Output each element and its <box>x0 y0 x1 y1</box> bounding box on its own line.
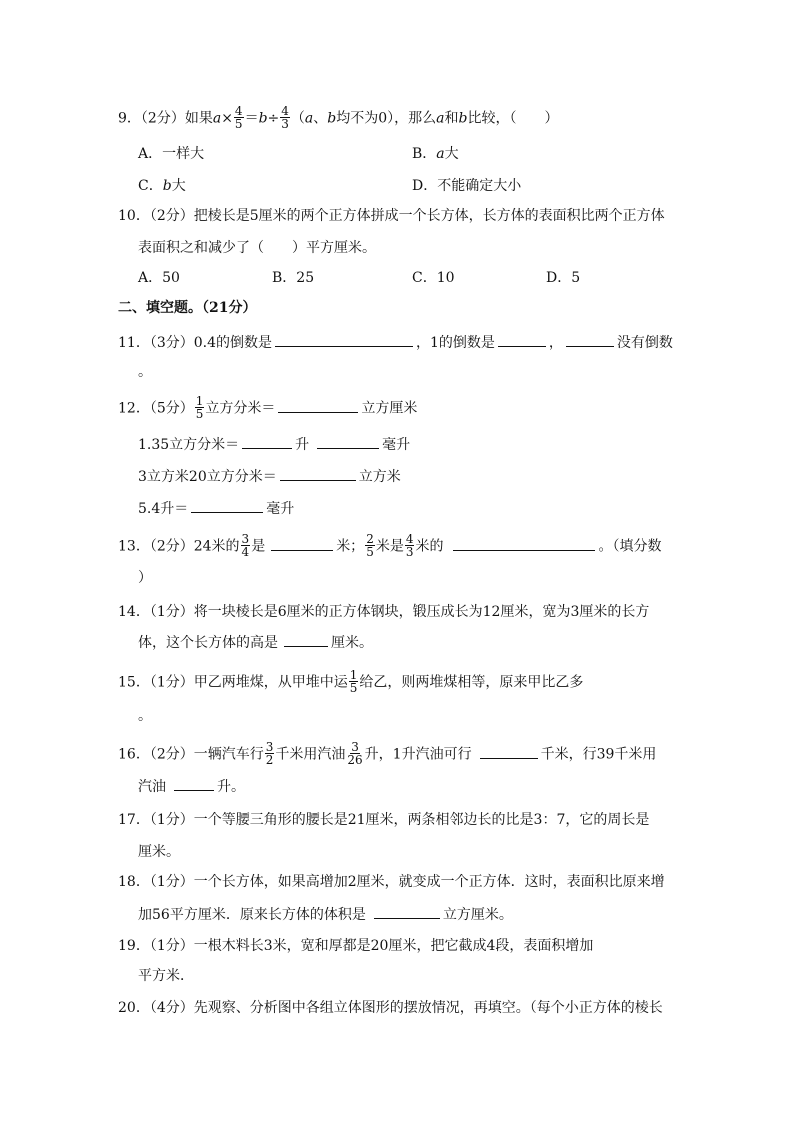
fraction-1-5 <box>349 669 359 694</box>
q18-text: 加56平方厘米．原来长方体的体积是 <box>138 907 366 923</box>
var-a: a <box>212 110 222 127</box>
answer-blank[interactable] <box>498 332 546 347</box>
q18-line2 <box>138 904 513 925</box>
q10-option-b[interactable]: B．25 <box>272 270 315 286</box>
q18-line1: 18．（1分）一个长方体，如果高增加2厘米，就变成一个正方体．这时，表面积比原来增 <box>118 874 665 890</box>
q9-option-c[interactable] <box>138 176 186 196</box>
fraction-3-4 <box>241 533 251 558</box>
answer-blank[interactable] <box>275 332 413 347</box>
q11-text: ，1的倒数是 <box>416 335 495 351</box>
denominator: 3 <box>281 117 289 131</box>
q20-line1: 20．（4分）先观察、分析图中各组立体图形的摆放情况，再填空。（每个小正方体的棱长 <box>118 1000 663 1016</box>
option-text: 大 <box>444 146 459 162</box>
answer-blank[interactable] <box>453 536 595 551</box>
condition-text: 均不为0），那么 <box>336 110 437 127</box>
answer-blank[interactable] <box>271 536 333 551</box>
numerator: 3 <box>241 532 250 546</box>
q12-text: 5.4升＝ <box>138 501 189 517</box>
answer-blank[interactable] <box>174 776 214 791</box>
and-text: 和 <box>444 110 459 127</box>
option-label: B． <box>412 146 437 162</box>
q13-line2: ） <box>138 570 152 586</box>
q13-text: 。（填分数 <box>598 538 662 555</box>
separator: ， <box>548 335 563 351</box>
q10-line1: 10．（2分）把棱长是5厘米的两个正方体拼成一个长方体，长方体的表面积比两个正方体 <box>118 208 665 224</box>
equals-sign: ＝ <box>244 110 259 127</box>
denominator: 2 <box>265 753 274 767</box>
q12-line4 <box>138 498 294 519</box>
q13-text: 米的 <box>415 538 444 555</box>
q10-option-d[interactable]: D．5 <box>546 270 581 286</box>
denominator: 5 <box>349 681 358 695</box>
q14-line2 <box>138 632 373 653</box>
answer-blank[interactable] <box>317 434 379 449</box>
denominator: 26 <box>347 753 363 767</box>
q13-text: 米是 <box>375 538 404 555</box>
unit-text: 立方厘米。 <box>442 907 513 923</box>
unit-text: 立方米 <box>358 469 401 485</box>
q14-text: 体，这个长方体的高是 <box>138 635 278 651</box>
q9-option-d[interactable]: D．不能确定大小 <box>412 178 522 194</box>
fraction-3-26 <box>346 741 363 766</box>
q14-line1: 14．（1分）将一块棱长是6厘米的正方体钢块，锻压成长为12厘米，宽为3厘米的长方 <box>118 604 650 620</box>
answer-blank[interactable] <box>242 434 292 449</box>
q13-text: 13．（2分）24米的 <box>118 538 240 555</box>
divide-sign: ÷ <box>267 110 280 127</box>
question-tail: 比较，（ ） <box>467 110 559 127</box>
unit-text: 米； <box>336 538 365 555</box>
denominator: 5 <box>366 545 374 559</box>
unit-text: 厘米。 <box>331 635 373 651</box>
answer-blank[interactable] <box>480 744 538 759</box>
unit-text: 毫升 <box>266 501 295 517</box>
q16-line2 <box>138 776 245 797</box>
numerator: 3 <box>265 740 274 754</box>
q15-line2: 。 <box>138 708 152 724</box>
q16-text: 千米，行39千米用 <box>540 746 657 763</box>
q12-line3 <box>138 466 401 487</box>
denominator: 4 <box>241 545 250 559</box>
q12-number: 12．（5分） <box>118 400 194 417</box>
unit-text: 升 <box>295 437 310 453</box>
numerator: 4 <box>234 104 243 118</box>
answer-blank[interactable] <box>284 632 328 647</box>
denominator: 5 <box>234 117 243 131</box>
q10-line2: 表面积之和减少了（ ）平方厘米。 <box>138 240 376 256</box>
q17-line1: 17．（1分）一个等腰三角形的腰长是21厘米，两条相邻边长的比是3：7，它的周长是 <box>118 812 650 828</box>
q12-text: 1.35立方分米＝ <box>138 437 240 453</box>
q13-line1 <box>118 534 661 559</box>
unit-text: 毫升 <box>382 437 411 453</box>
numerator: 3 <box>351 740 359 754</box>
times-sign: × <box>221 110 233 127</box>
q9-stem <box>118 106 558 131</box>
q9-option-a[interactable]: A．一样大 <box>138 146 205 162</box>
q13-text: 是 <box>251 538 266 555</box>
q12-line2 <box>138 434 410 455</box>
var-a: a <box>304 110 314 127</box>
option-text: 大 <box>171 178 186 194</box>
fraction-4-3 <box>280 105 290 130</box>
denominator: 5 <box>195 407 204 421</box>
denominator: 3 <box>405 545 414 559</box>
answer-blank[interactable] <box>566 332 614 347</box>
q16-text: 升，1升汽油可行 <box>364 746 472 763</box>
q11-line1 <box>118 332 673 353</box>
q16-text: 千米用汽油 <box>275 746 346 763</box>
var-b: b <box>327 110 337 127</box>
answer-blank[interactable] <box>278 398 358 413</box>
q10-option-a[interactable]: A．50 <box>138 270 180 286</box>
q15-text: 给乙，则两堆煤相等，原来甲比乙多 <box>359 674 584 691</box>
q19-line2: 平方米． <box>138 968 194 984</box>
numerator: 1 <box>349 668 358 682</box>
q12-text: 立方分米＝ <box>205 400 276 417</box>
q15-line1 <box>118 670 583 695</box>
unit-text: 升。 <box>217 779 245 795</box>
fraction-1-5 <box>195 395 205 420</box>
q11-text: 没有倒数 <box>616 335 673 351</box>
q11-line2: 。 <box>138 364 152 380</box>
answer-blank[interactable] <box>280 466 356 481</box>
q9-option-b[interactable] <box>412 144 459 164</box>
q10-option-c[interactable]: C．10 <box>412 270 455 286</box>
var-b: b <box>258 110 268 127</box>
var-a: a <box>436 146 445 162</box>
numerator: 2 <box>366 532 374 546</box>
cond-open: （ <box>290 110 305 127</box>
q16-text: 16．（2分）一辆汽车行 <box>118 746 264 763</box>
var-a: a <box>436 110 445 127</box>
q9-number: 9．（2分）如果 <box>118 110 213 127</box>
fraction-4-3 <box>405 533 415 558</box>
answer-blank[interactable] <box>191 498 263 513</box>
q19-line1: 19．（1分）一根木料长3米，宽和厚都是20厘米，把它截成4段，表面积增加 <box>118 938 594 954</box>
unit-text: 立方厘米 <box>361 400 418 417</box>
fraction-4-5 <box>234 105 244 130</box>
q16-text: 汽油 <box>138 779 166 795</box>
option-label: C． <box>138 178 163 194</box>
var-b: b <box>458 110 468 127</box>
q15-text: 15．（1分）甲乙两堆煤，从甲堆中运 <box>118 674 348 691</box>
fraction-3-2 <box>265 741 275 766</box>
answer-blank[interactable] <box>374 904 440 919</box>
q12-text: 3立方米20立方分米＝ <box>138 469 277 485</box>
var-b: b <box>162 178 172 194</box>
numerator: 4 <box>405 532 414 546</box>
separator: 、 <box>313 110 328 127</box>
fraction-2-5 <box>365 533 375 558</box>
q16-line1 <box>118 742 656 767</box>
q17-line2: 厘米。 <box>138 844 180 860</box>
q12-line1 <box>118 396 417 421</box>
numerator: 4 <box>281 104 289 118</box>
numerator: 1 <box>195 394 204 408</box>
q11-text: 11．（3分）0.4的倒数是 <box>118 335 272 351</box>
section-heading: 二、填空题。（21分） <box>118 300 257 316</box>
